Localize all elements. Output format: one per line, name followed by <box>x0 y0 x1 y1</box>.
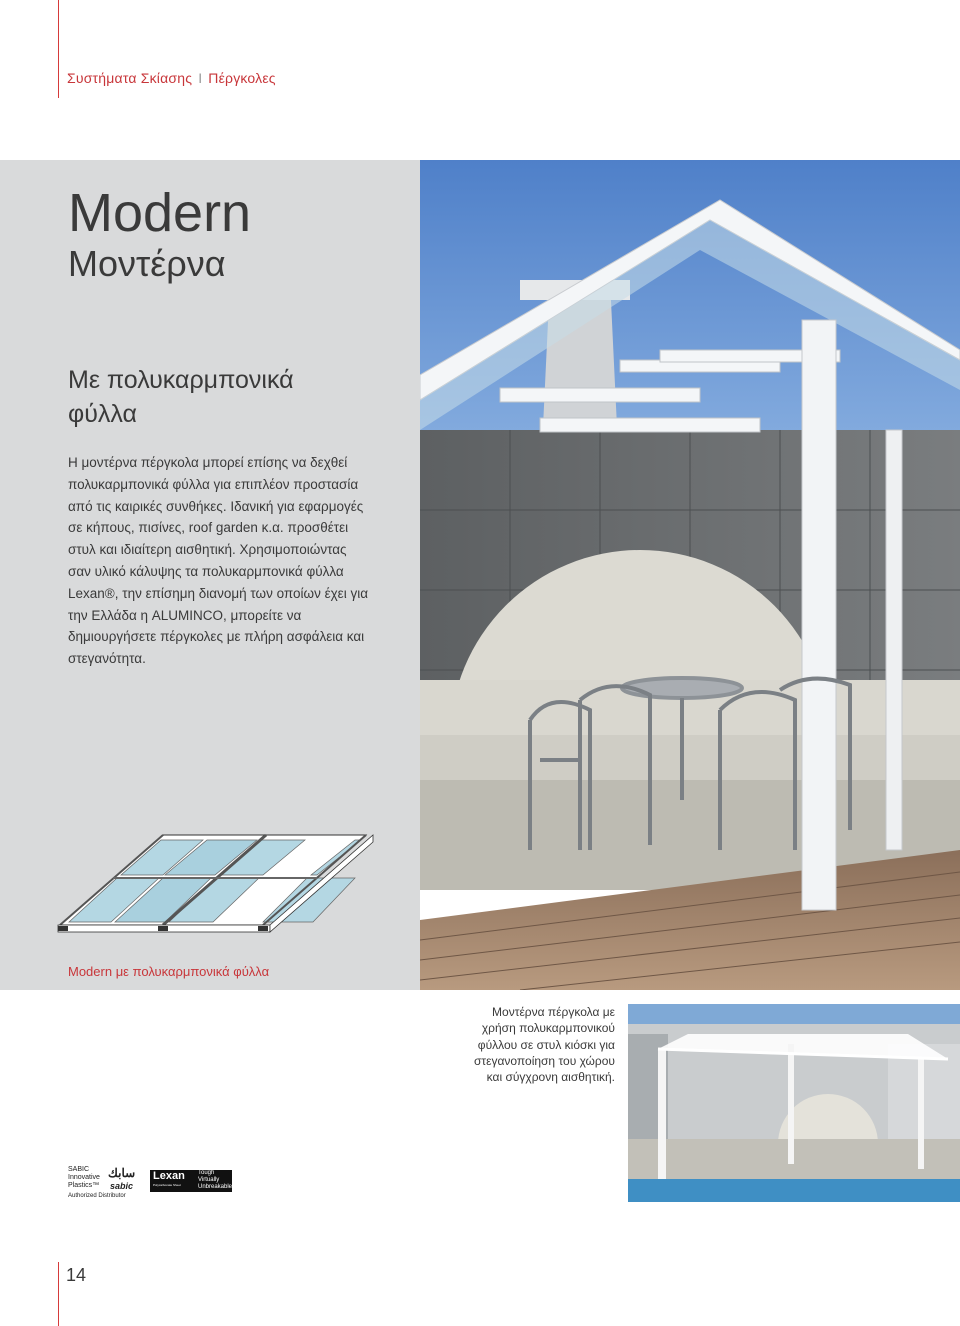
sabic-arabic-mark: سابك <box>108 1166 136 1180</box>
footer-accent-line <box>58 1262 59 1326</box>
header-accent-line <box>58 0 59 98</box>
authorized-distributor: Authorized Distributor <box>68 1193 126 1199</box>
sabic-logo: SABIC Innovative Plastics™ <box>68 1166 100 1189</box>
pergola-photo <box>420 160 960 990</box>
breadcrumb-separator: I <box>198 70 203 86</box>
pool <box>628 1179 960 1202</box>
breadcrumb-subsection: Πέργκολες <box>208 70 276 86</box>
description-paragraph: Η μοντέρνα πέργκολα μπορεί επίσης να δεχθεί πολυκαρμπονικά φύλλα για επιπλέον προστασία από τις καιρικές συνθήκες. Ιδανική για εφαρμογές σε κήπους, πισίνες, roof garden κ.α. προσθέτει στυλ και ιδιαίτερη αισθητική. Χρησιμοποιώντας σαν υλικό κάλυψης τα πολυκαρμπονικά φύλλα Lexan®, την επίσημη διανομή των οποίων έχει για την Ελλάδα η ALUMINCO, μπορείτε να δημιουργήσετε πέργκολες με πλήρη ασφάλεια και στεγανότητα. <box>68 455 368 667</box>
lexan-logo: Lexan Polycarbonate Sheet <box>150 1170 196 1192</box>
sabic-wordmark: sabic <box>110 1181 134 1191</box>
page-number: 14 <box>66 1265 87 1285</box>
breadcrumb-section: Συστήματα Σκίασης <box>67 70 193 86</box>
breadcrumb <box>67 70 276 86</box>
thumbnail-caption: Μοντέρνα πέργκολα με χρήση πολυκαρμπονικού φύλλου σε στυλ κιόσκι για στεγανοποίηση του χώρου και σύγχρονη αισθητική. <box>473 1005 615 1085</box>
tough-badge: Tough Virtually Unbreakable <box>198 1170 233 1190</box>
kiosk-photo <box>628 1004 960 1202</box>
pergola-diagram <box>55 830 385 945</box>
partner-logos <box>68 1166 238 1206</box>
pergola-column <box>802 320 836 910</box>
section-heading: Με πολυκαρμπονικά φύλλα <box>68 366 294 428</box>
page-title: Modern <box>68 183 252 243</box>
page-subtitle: Μοντέρνα <box>68 243 226 284</box>
diagram-caption: Modern με πολυκαρμπονικά φύλλα <box>68 964 270 979</box>
